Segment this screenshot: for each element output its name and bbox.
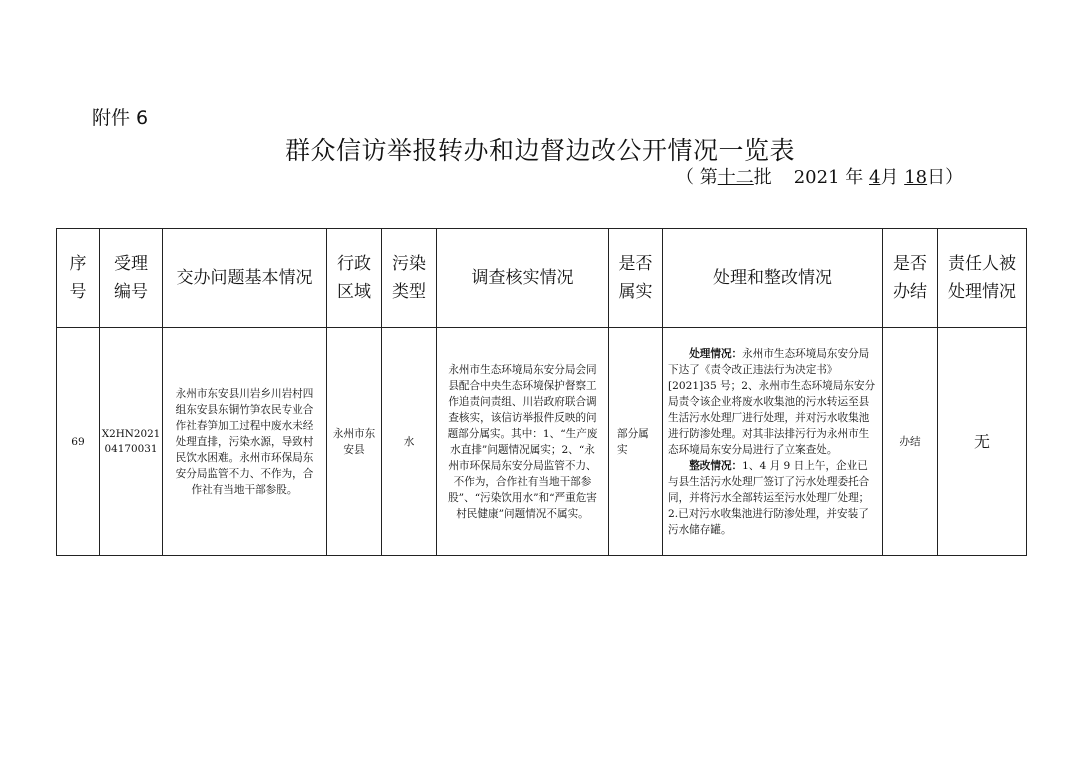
- header-code: 受理 编号: [100, 229, 163, 328]
- header-region: 行政 区域: [327, 229, 382, 328]
- cell-closed: 办结: [883, 328, 938, 556]
- cell-pollution-type: 水: [382, 328, 437, 556]
- attachment-label: 附件 6: [92, 107, 149, 129]
- handling-label: 处理情况：: [689, 347, 743, 360]
- cell-code: X2HN2021 04170031: [100, 328, 163, 556]
- batch-close: 日）: [927, 167, 964, 188]
- batch-month: 4: [869, 167, 881, 188]
- header-seq: 序 号: [57, 229, 100, 328]
- header-truth: 是否 属实: [609, 229, 663, 328]
- header-issue: 交办问题基本情况: [163, 229, 327, 328]
- header-pollution-type: 污染 类型: [382, 229, 437, 328]
- petition-table: [56, 228, 1027, 556]
- cell-issue: 永州市东安县川岩乡川岩村四组东安县东铜竹笋农民专业合作社春笋加工过程中废水未经处理直排，污染水源，导致村民饮水困难。永州市环保局东安分局监管不力、不作为，合作社有当地干部参股。: [163, 328, 327, 556]
- batch-number: 十二: [717, 167, 754, 188]
- batch-open: （ 第: [676, 167, 718, 188]
- batch-month-word: 月: [880, 167, 899, 188]
- batch-date-line: [676, 163, 963, 189]
- batch-day: 18: [904, 167, 928, 188]
- batch-word: 批: [753, 167, 772, 188]
- table-row: [57, 328, 1027, 556]
- header-closed: 是否 办结: [883, 229, 938, 328]
- header-investigation: 调查核实情况: [437, 229, 609, 328]
- page-title: 群众信访举报转办和边督边改公开情况一览表: [284, 136, 795, 165]
- cell-seq: 69: [57, 328, 100, 556]
- cell-responsible: 无: [938, 328, 1027, 556]
- rectify-label: 整改情况：: [689, 459, 743, 472]
- cell-investigation: 永州市生态环境局东安分局会同县配合中央生态环境保护督察工作追责问责组、川岩政府联合调查核实，该信访举报件反映的问题部分属实。其中：1、“生产废水直排”问题情况属实；2、“永州市环保局东安分局监管不力、不作为，合作社有当地干部参股”、“污染饮用水”和“严重危害村民健康”问题情况不属实。: [437, 328, 609, 556]
- batch-year: 2021 年: [793, 167, 864, 188]
- rectify-text: 1、4 月 9 日上午，企业已与县生活污水处理厂签订了污水处理委托合同，并将污水全部转运至污水处理厂处理；2.已对污水收集池进行防渗处理，并安装了污水储存罐。: [668, 459, 870, 536]
- header-handling: 处理和整改情况: [663, 229, 883, 328]
- table-header-row: [57, 229, 1027, 328]
- header-responsible: 责任人被 处理情况: [938, 229, 1027, 328]
- handling-text: 永州市生态环境局东安分局下达了《责令改正违法行为决定书》[2021]35 号；2、永州市生态环境局东安分局责令该企业将废水收集池的污水转运至县生活污水处理厂进行处理，并对污水收集池进行防渗处理。对其非法排污行为永州市生态环境局东安分局进行了立案查处。: [668, 347, 876, 456]
- cell-handling: [663, 328, 883, 556]
- cell-region: 永州市东安县: [327, 328, 382, 556]
- cell-truth: 部分属实: [609, 328, 663, 556]
